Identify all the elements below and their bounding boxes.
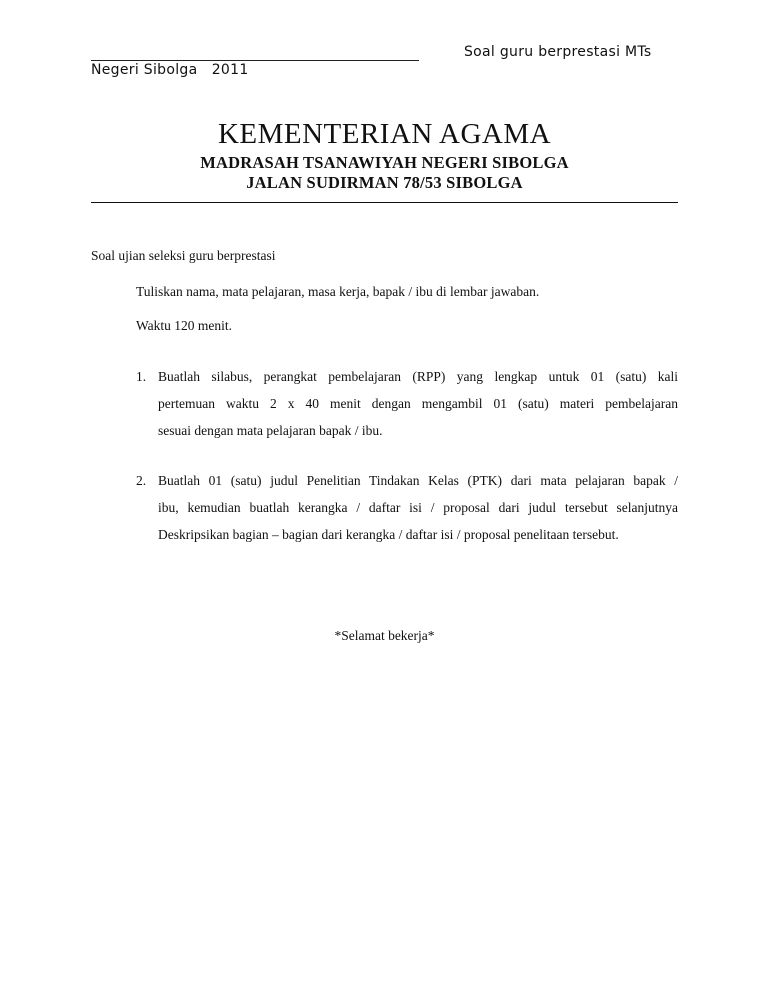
header-underline: [91, 60, 419, 61]
instruction-identity: Tuliskan nama, mata pelajaran, masa kerja, bapak / ibu di lembar jawaban.: [136, 284, 540, 299]
closing-remark: *Selamat bekerja*: [334, 628, 435, 643]
question-line: Buatlah 01 (satu) judul Penelitian Tindakan Kelas (PTK) dari mata pelajaran bapak /: [158, 473, 678, 488]
question-line: ibu, kemudian buatlah kerangka / daftar isi / proposal dari judul tersebut selanjutnya: [158, 500, 678, 515]
header-right-text: Soal guru berprestasi MTs: [464, 44, 652, 60]
question-line: Buatlah silabus, perangkat pembelajaran (RPP) yang lengkap untuk 01 (satu) kali: [158, 369, 678, 384]
exam-intro: Soal ujian seleksi guru berprestasi: [91, 248, 276, 263]
header-left-text: Negeri Sibolga 2011: [91, 62, 249, 78]
question-number: 2.: [136, 473, 147, 488]
school-address: JALAN SUDIRMAN 78/53 SIBOLGA: [246, 173, 523, 192]
question-line: pertemuan waktu 2 x 40 menit dengan mengambil 01 (satu) materi pembelajaran: [158, 396, 678, 411]
question-number: 1.: [136, 369, 147, 384]
instruction-time: Waktu 120 menit.: [136, 318, 233, 333]
school-name: MADRASAH TSANAWIYAH NEGERI SIBOLGA: [200, 153, 569, 172]
question-line: Deskripsikan bagian – bagian dari kerangka / daftar isi / proposal penelitaan tersebut.: [158, 527, 619, 542]
organization-title: KEMENTERIAN AGAMA: [217, 118, 552, 150]
question-line: sesuai dengan mata pelajaran bapak / ibu.: [158, 423, 383, 438]
letterhead-divider: [91, 202, 678, 203]
